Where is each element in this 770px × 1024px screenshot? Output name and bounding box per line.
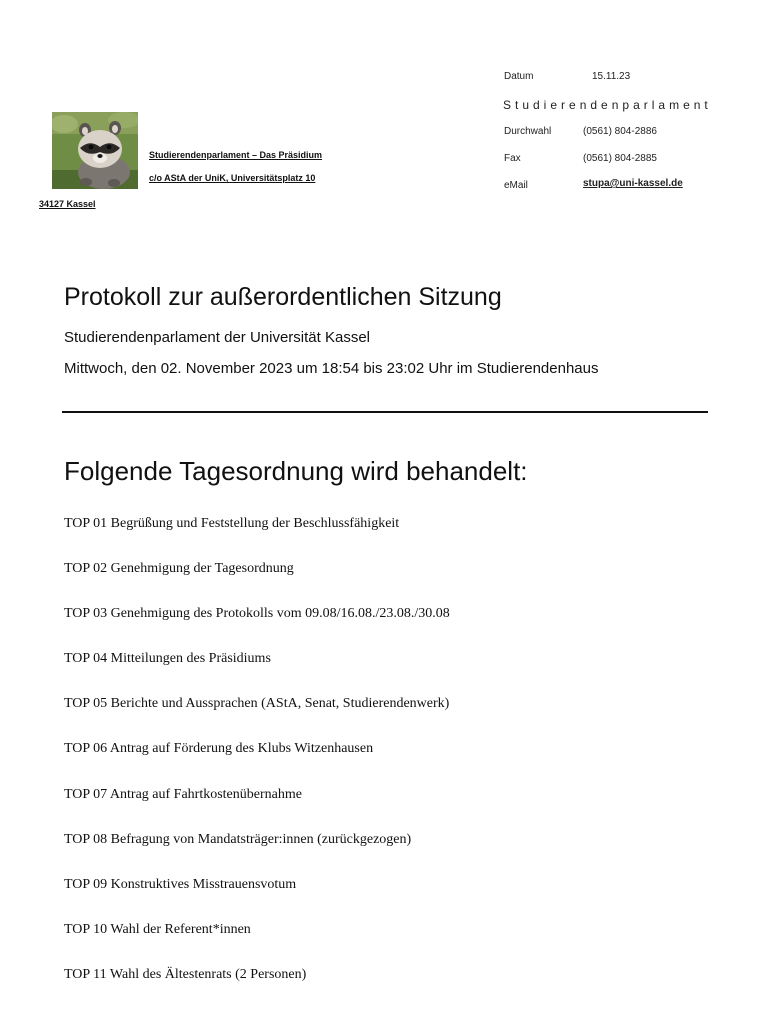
agenda-heading: Folgende Tagesordnung wird behandelt: (64, 456, 528, 486)
agenda-item: TOP 07 Antrag auf Fahrtkostenübernahme (64, 786, 302, 802)
address-line-2: c/o AStA der UniK, Universitätsplatz 10 (149, 173, 316, 183)
agenda-list (64, 514, 724, 1010)
date-label: Datum (504, 71, 534, 82)
agenda-item: TOP 02 Genehmigung der Tagesordnung (64, 561, 294, 577)
email-label: eMail (504, 180, 528, 191)
agenda-item: TOP 10 Wahl der Referent*innen (64, 921, 251, 937)
agenda-item: TOP 03 Genehmigung des Protokolls vom 09.08/16.08./23.08./30.08 (64, 606, 450, 622)
agenda-item: TOP 08 Befragung von Mandatsträger:innen (zurückgezogen) (64, 831, 412, 847)
agenda-item: TOP 06 Antrag auf Förderung des Klubs Witzenhausen (64, 741, 374, 757)
agenda-item: TOP 05 Berichte und Aussprachen (AStA, Senat, Studierendenwerk) (64, 696, 450, 712)
divider (62, 411, 708, 413)
raccoon-photo-icon (52, 112, 138, 189)
agenda-item: TOP 09 Konstruktives Misstrauensvotum (64, 876, 297, 892)
meeting-info: Mittwoch, den 02. November 2023 um 18:54 bis 23:02 Uhr im Studierendenhaus (64, 360, 599, 377)
document-title: Protokoll zur außerordentlichen Sitzung (64, 283, 502, 311)
date-value: 15.11.23 (592, 71, 631, 82)
fax-value: (0561) 804-2885 (583, 153, 657, 164)
phone-value: (0561) 804-2886 (583, 126, 657, 137)
email-link[interactable]: stupa@uni-kassel.de (583, 178, 683, 189)
document-subtitle: Studierendenparlament der Universität Kassel (64, 329, 370, 346)
phone-label: Durchwahl (504, 126, 552, 137)
agenda-item: TOP 11 Wahl des Ältestenrats (2 Personen) (64, 966, 307, 982)
address-line-3: 34127 Kassel (39, 199, 96, 209)
org-name: Studierendenparlament (503, 98, 712, 112)
fax-label: Fax (504, 153, 521, 164)
agenda-item: TOP 01 Begrüßung und Feststellung der Beschlussfähigkeit (64, 516, 400, 531)
address-line-1: Studierendenparlament – Das Präsidium (149, 150, 323, 160)
agenda-item: TOP 04 Mitteilungen des Präsidiums (64, 651, 271, 667)
